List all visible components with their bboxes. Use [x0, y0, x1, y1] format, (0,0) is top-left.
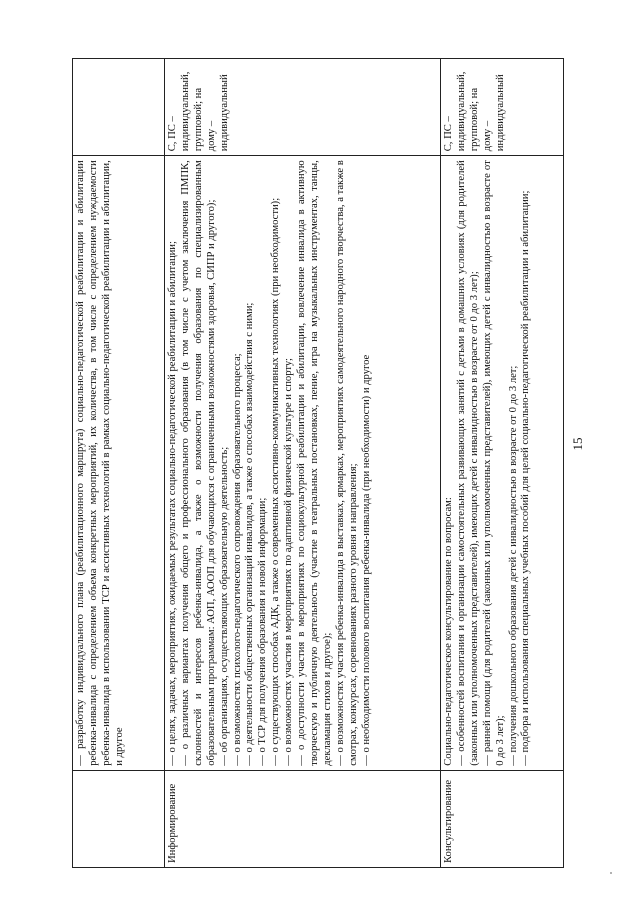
list-item: — о целях, задачах, мероприятиях, ожидаемых результатах социально-педагогической реабилитации и абилитации;: [167, 241, 178, 766]
list-item: — о различных вариантах получения общего и профессионального образования (в том числе с учетом заключения ПМПК, склонностей и интересов ребенка-инвалида, а также о возможности получения образования по специализированным образовательным программам: АОП, АООП для обучающихся с ограниченными возможностями здоровья, СИПР и другого);: [179, 160, 217, 766]
table-row: [441, 59, 564, 868]
services-table: [72, 58, 564, 868]
row-form: [73, 59, 165, 156]
list-item: — о необходимости полового воспитания ребенка-инвалида (при необходимости) и другое: [360, 354, 372, 766]
row-label: Консультирование: [441, 770, 564, 867]
list-item: — о ТСР для получения образования и новой информации;: [257, 497, 269, 766]
list-item: — о деятельности общественных организаций инвалидов, а также о способах взаимодействия с ними;: [244, 302, 256, 766]
list-item: — об организациях, осуществляющих образовательную деятельность;: [218, 446, 230, 766]
row-content: [441, 156, 564, 771]
list-item: — получения дошкольного образования детей с инвалидностью в возрасте от 0 до 3 лет;: [507, 365, 519, 766]
row-label: [73, 770, 165, 867]
row-content: [73, 156, 165, 771]
list-item: Социально-педагогическое консультирование по вопросам:: [443, 497, 454, 766]
row-form: С, ПС – индивидуальный, групповой; на дому – индивидуальный: [165, 59, 441, 156]
row-form: С, ПС – индивидуальный, групповой; на дому – индивидуальный: [441, 59, 564, 156]
list-item: — о возможностях психолого-педагогического сопровождения образовательного процесса;: [231, 353, 243, 766]
table-row: [165, 59, 441, 868]
scan-artifact: [610, 872, 612, 874]
row-content: [165, 156, 441, 771]
list-item: — о существующих способах АДК, а также о современных ассистивно-коммуникативных технологиях (при необходимости);: [270, 197, 282, 766]
page-number: 15: [570, 437, 585, 451]
table-row: [73, 59, 165, 868]
row-label: Информирование: [165, 770, 441, 867]
list-item: — разработку индивидуального плана (реабилитационного маршрута) социально-педагогической реабилитации и абилитации ребенка-инвалида с определением объема конкретных мероприятий, их количества, в том числе с определением нуждаемости ребенка-инвалида в использовании ТСР и ассистивных технологий в рамках социально-педагогической реабилитации и абилитации, и другое: [75, 160, 125, 766]
list-item: — подбора и использования специальных учебных пособий для целей социально-педагогической реабилитации и абилитации;: [520, 190, 532, 766]
list-item: — ранней помощи (для родителей (законных или уполномоченных представителей), имеющих детей с инвалидностью в возрасте от 0 до 3 лет);: [481, 160, 506, 766]
list-item: — особенностей воспитания и организации самостоятельных развивающих занятий с детьми в домашних условиях (для родителей (законных или уполномоченных представителей), имеющих детей с инвалидностью в возрасте от 0 до 3 лет);: [455, 160, 480, 766]
list-item: — о доступности участия в мероприятиях по социокультурной реабилитации и абилитации, вовлечение инвалида в активную творческую и публичную деятельность (участие в театральных постановках, пение, игра на музыкальных инструментах, танцы, декламация стихов и другое);: [296, 160, 333, 766]
list-item: — о возможностях участия ребенка-инвалида в выставках, ярмарках, мероприятиях самодеятельного народного творчества, а также в смотрах, конкурсах, соревнованиях разного уровня и направления;: [334, 160, 359, 766]
list-item: — о возможностях участия в мероприятиях по адаптивной физической культуре и спорту;: [283, 358, 295, 766]
